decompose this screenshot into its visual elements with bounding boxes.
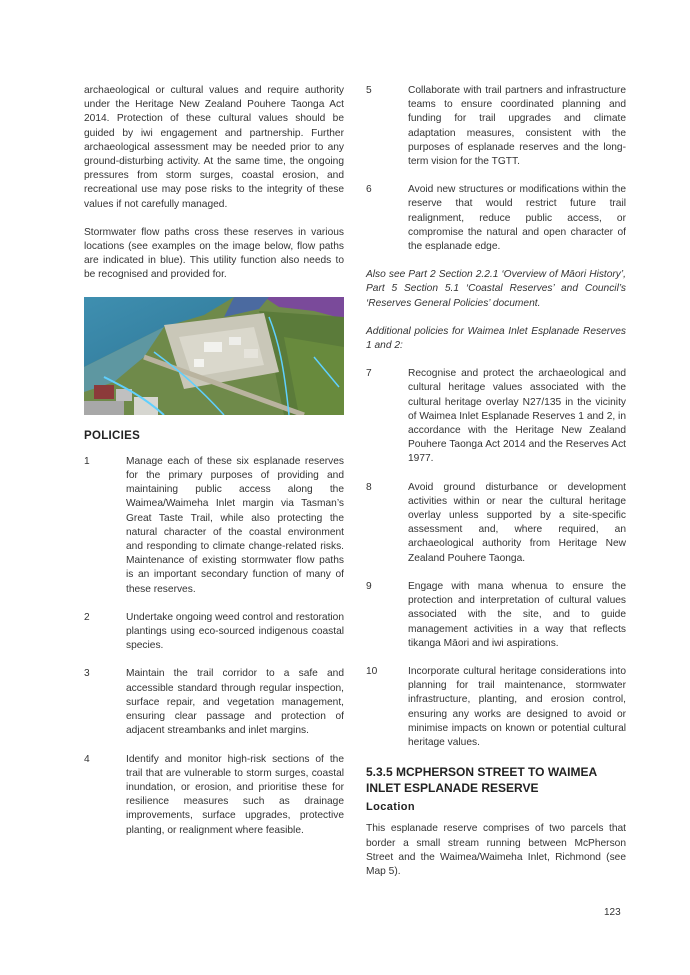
left-column bbox=[84, 84, 344, 838]
page-number: 123 bbox=[604, 907, 621, 918]
policies-heading: POLICIES bbox=[84, 429, 141, 442]
policy-text: Collaborate with trail partners and infrastructure teams to ensure coordinated planning and funding for trail upgrades and climate adaptation measures, consistent with the purposes of esplanade reserves and the long-term vision for the TGTT. bbox=[408, 85, 626, 168]
policy-number: 7 bbox=[366, 368, 372, 380]
policy-item bbox=[366, 367, 626, 466]
policy-text: Avoid new structures or modifications within the reserve that would restrict future trail realignment, reduce public access, or compromise the natural and open character of the esplanade edge. bbox=[408, 184, 626, 253]
policy-item bbox=[366, 580, 626, 651]
aerial-photo bbox=[84, 297, 344, 415]
policy-number: 4 bbox=[84, 753, 90, 765]
section-heading: 5.3.5 MCPHERSON STREET TO WAIMEA INLET ESPLANADE RESERVE bbox=[366, 765, 597, 796]
policy-number: 6 bbox=[366, 184, 372, 196]
policy-text: Undertake ongoing weed control and restoration plantings using eco-sourced indigenous coastal species. bbox=[126, 611, 344, 652]
policy-item bbox=[366, 183, 626, 254]
policy-number: 5 bbox=[366, 85, 372, 96]
additional-policies-note: Additional policies for Waimea Inlet Esplanade Reserves 1 and 2: bbox=[366, 325, 626, 352]
policy-text: Recognise and protect the archaeological and cultural heritage values associated with the cultural heritage overlay N27/135 in the vicinity of Waimea Inlet Esplanade Reserves 1 and 2, in accordance with the Heritage New Zealand Pouhere Taonga Act 2014 and the Reserves Act 1977. bbox=[408, 368, 626, 465]
location-heading: Location bbox=[366, 801, 416, 814]
policy-number: 10 bbox=[366, 665, 378, 677]
policy-item bbox=[84, 611, 344, 654]
policy-item bbox=[84, 753, 344, 838]
policy-item bbox=[366, 665, 626, 750]
also-see-note: Also see Part 2 Section 2.2.1 ‘Overview of Māori History’, Part 5 Section 5.1 ‘Coastal Reserves’ and Council’s ‘Reserves General Policies’ document. bbox=[366, 269, 626, 309]
policy-number: 9 bbox=[366, 580, 372, 592]
policy-item bbox=[84, 667, 344, 738]
policy-item bbox=[366, 481, 626, 566]
policy-text: Incorporate cultural heritage considerations into planning for trail maintenance, stormwater infrastructure, planting, and erosion control, ensuring any works are designed to avoid or minimise impacts on known or potential cultural heritage values. bbox=[408, 665, 626, 748]
policy-text: Manage each of these six esplanade reserves for the primary purposes of providing and maintaining public access along the Waimea/Waimeha Inlet margin via Tasman’s Great Taste Trail, while also protecting the natural character of the coastal environment and responding to climate change-related risks. Maintenance of existing stormwater flow paths is an important secondary function of many of these reserves. bbox=[126, 455, 344, 595]
right-column bbox=[366, 84, 626, 879]
policy-text: Maintain the trail corridor to a safe and accessible standard through regular inspection, surface repair, and vegetation management, ensuring clear passage and protection of adjacent streambanks and inlet margins. bbox=[126, 668, 344, 737]
policy-number: 3 bbox=[84, 668, 90, 680]
policy-number: 8 bbox=[366, 481, 372, 493]
policy-text: Identify and monitor high-risk sections of the trail that are vulnerable to storm surges, coastal inundation, or erosion, and prioritise these for resilience measures such as drainage improvements, surface upgrades, protective planting, or realignment where feasible. bbox=[126, 753, 344, 836]
policy-item bbox=[84, 455, 344, 597]
intro-paragraph: archaeological or cultural values and require authority under the Heritage New Zealand Pouhere Taonga Act 2014. Protection of these cultural values should be guided by iwi engagement and partnership. Further archaeological assessment may be needed prior to any ground-disturbing activity. At the same time, the ongoing pressures from storm surges, coastal erosion, and recreational use may pose risks to the integrity of these values if not carefully managed. bbox=[84, 85, 344, 210]
policy-text: Engage with mana whenua to ensure the protection and interpretation of cultural values associated with the site, and to guide management activities in a way that reflects tikanga Māori and iwi aspirations. bbox=[408, 580, 626, 649]
policy-item bbox=[366, 84, 626, 169]
policy-number: 1 bbox=[84, 455, 90, 467]
policy-number: 2 bbox=[84, 611, 90, 623]
stormwater-paragraph: Stormwater flow paths cross these reserves in various locations (see examples on the image below, flow paths are indicated in blue). This utility function also needs to be recognised and provided for. bbox=[84, 226, 344, 281]
policy-text: Avoid ground disturbance or development activities within or near the cultural heritage overlay unless supported by a site-specific assessment and, where required, an archaeological authority from Heritage New Zealand Pouhere Taonga. bbox=[408, 481, 626, 564]
location-paragraph: This esplanade reserve comprises of two parcels that border a small stream running between McPherson Street and the Waimea/Waimeha Inlet, Richmond (see Map 5). bbox=[366, 823, 626, 877]
